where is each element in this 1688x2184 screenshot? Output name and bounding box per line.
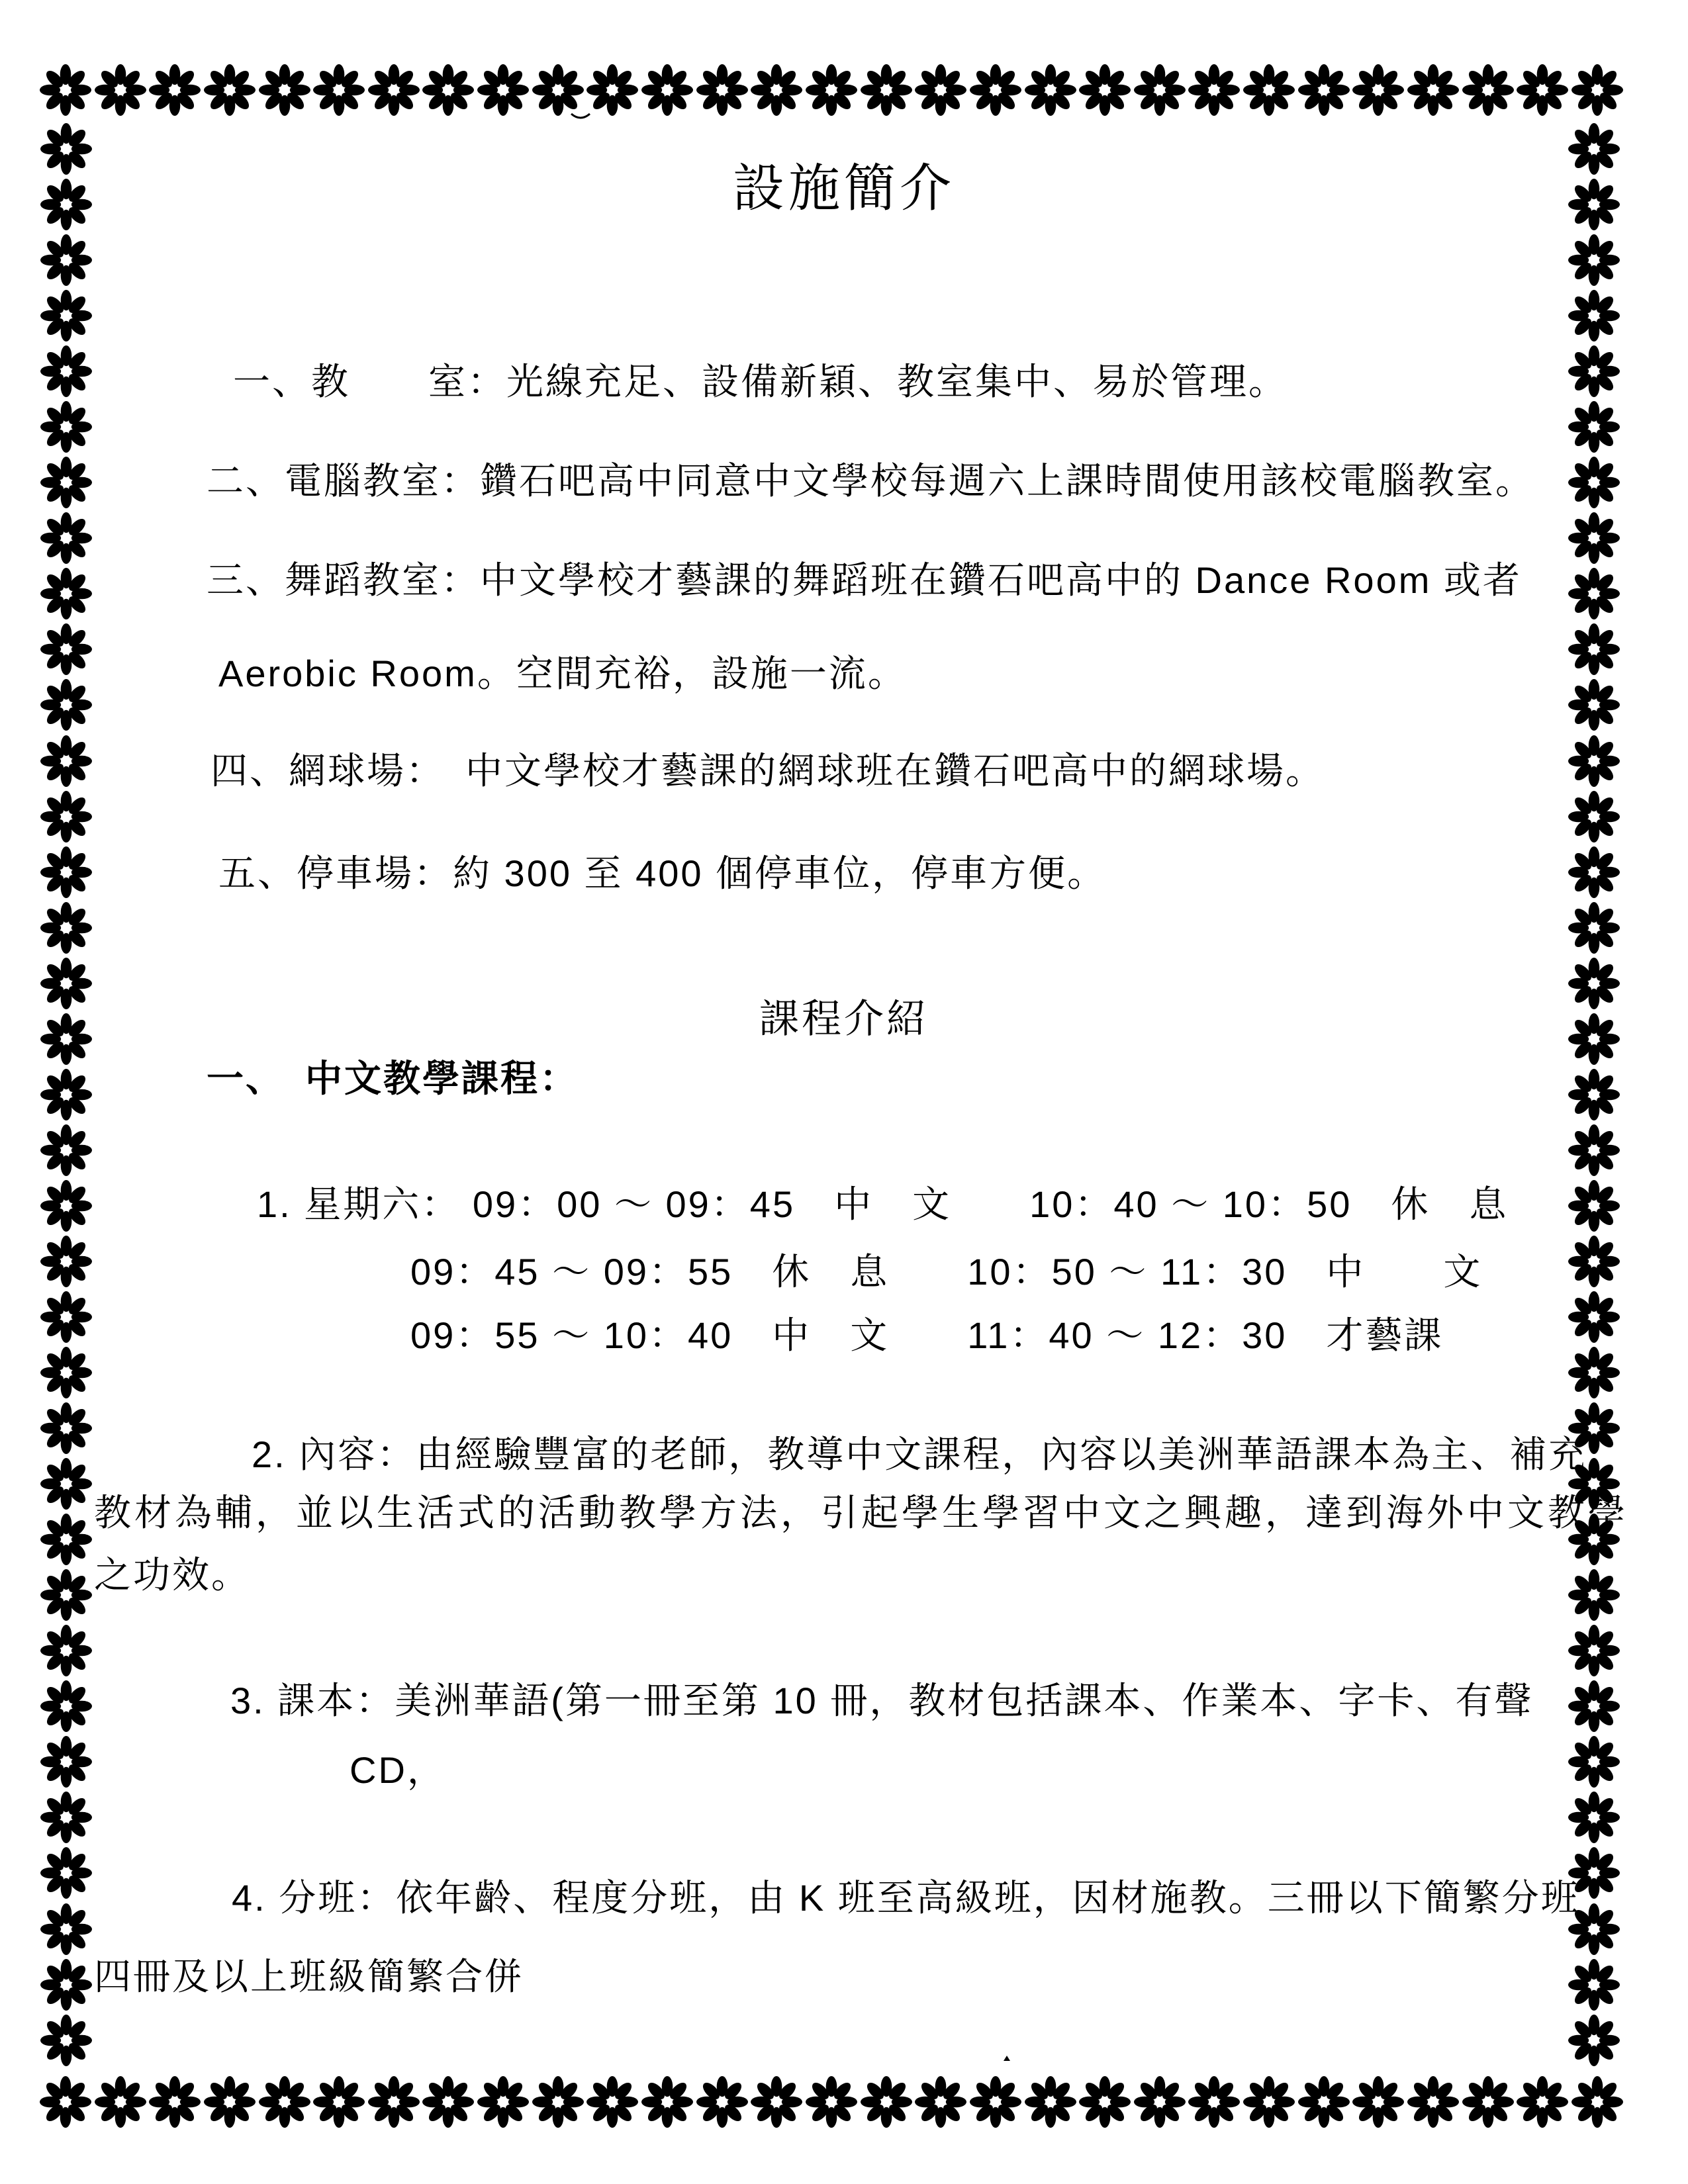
flower-icon (970, 2076, 1021, 2128)
flower-icon (1568, 1236, 1620, 1287)
flower-icon (1568, 1680, 1620, 1732)
flower-icon (1134, 2076, 1186, 2128)
flower-icon (40, 1625, 92, 1676)
flower-icon (40, 64, 91, 116)
flower-icon (1517, 64, 1568, 116)
flower-icon (40, 1124, 92, 1176)
facility-item-dance-room-cont: Aerobic Room。空間充裕，設施一流。 (218, 653, 907, 694)
flower-icon (1188, 2076, 1240, 2128)
flower-icon (586, 64, 638, 116)
courses-heading: 課程介紹 (759, 997, 929, 1041)
flower-icon (40, 1903, 92, 1955)
flower-icon (861, 64, 912, 116)
flower-icon (915, 64, 966, 116)
content-item-line-2: 教材為輔，並以生活式的活動教學方法，引起學生學習中文之興趣，達到海外中文教學 (94, 1492, 1628, 1533)
content-item-line-3: 之功效。 (94, 1554, 250, 1596)
flower-icon (1568, 290, 1620, 341)
flower-icon (1352, 64, 1404, 116)
flower-icon (40, 735, 92, 787)
flower-icon (751, 64, 802, 116)
flower-icon (861, 2076, 912, 2128)
flower-icon (259, 64, 310, 116)
flower-icon (477, 64, 529, 116)
border-top (40, 64, 1623, 116)
flower-icon (1571, 64, 1623, 116)
flower-icon (40, 1458, 92, 1510)
flower-icon (422, 2076, 474, 2128)
flower-icon (40, 2015, 92, 2066)
flower-icon (1568, 1569, 1620, 1621)
flower-icon (40, 1180, 92, 1232)
flower-icon (1568, 568, 1620, 619)
flower-icon (1568, 457, 1620, 508)
flower-icon (1188, 64, 1240, 116)
flower-icon (40, 1236, 92, 1287)
flower-icon (40, 234, 92, 286)
flower-icon (40, 1347, 92, 1398)
ink-artifact-top (571, 113, 590, 122)
flower-icon (40, 568, 92, 619)
flower-icon (1025, 64, 1076, 116)
flower-icon (1352, 2076, 1404, 2128)
flower-icon (641, 64, 693, 116)
facility-item-tennis-court: 四、網球場： 中文學校才藝課的網球班在鑽石吧高中的網球場。 (211, 750, 1325, 792)
flower-icon (1243, 2076, 1295, 2128)
flower-icon (1407, 64, 1459, 116)
flower-icon (40, 1680, 92, 1732)
flower-icon (40, 623, 92, 675)
flower-icon (40, 1514, 92, 1565)
page-title: 設施簡介 (732, 159, 955, 217)
flower-icon (149, 2076, 201, 2128)
flower-icon (1568, 791, 1620, 842)
flower-icon (1079, 2076, 1131, 2128)
border-right (1568, 123, 1620, 2066)
border-bottom (40, 2075, 1623, 2128)
flower-icon (40, 902, 92, 954)
flower-icon (368, 64, 420, 116)
flower-icon (40, 1847, 92, 1899)
flower-icon (40, 1069, 92, 1120)
courses-section-label: 一、 中文教學課程： (207, 1058, 579, 1099)
ink-artifact-bottom (1004, 2056, 1010, 2061)
flower-icon (40, 401, 92, 453)
flower-icon (1568, 846, 1620, 898)
schedule-line-1: 1. 星期六： 09：00 ～ 09：45 中 文 10：40 ～ 10：50 休 息 (257, 1183, 1509, 1225)
flower-icon (1298, 2076, 1350, 2128)
flower-icon (40, 1569, 92, 1621)
flower-icon (1025, 2076, 1076, 2128)
flower-icon (1243, 64, 1295, 116)
flower-icon (204, 2076, 256, 2128)
flower-icon (1568, 512, 1620, 564)
flower-icon (1568, 1180, 1620, 1232)
flower-icon (1568, 1625, 1620, 1676)
flower-icon (1568, 1736, 1620, 1788)
flower-icon (696, 64, 748, 116)
flower-icon (40, 1959, 92, 2011)
flower-icon (95, 2076, 146, 2128)
flower-icon (1517, 2076, 1568, 2128)
flower-icon (586, 2076, 638, 2128)
flower-icon (1407, 2076, 1459, 2128)
flower-icon (40, 846, 92, 898)
flower-icon (1568, 679, 1620, 731)
flower-icon (1568, 2015, 1620, 2066)
flower-icon (1571, 2076, 1623, 2128)
flower-icon (1568, 234, 1620, 286)
flower-icon (1568, 1124, 1620, 1176)
flower-icon (40, 679, 92, 731)
flower-icon (1568, 1291, 1620, 1343)
placement-item-line-1: 4. 分班：依年齡、程度分班，由 K 班至高級班，因材施教。三冊以下簡繁分班 (232, 1877, 1580, 1919)
flower-icon (40, 1291, 92, 1343)
facility-item-classroom: 一、教 室：光線充足、設備新穎、教室集中、易於管理。 (233, 361, 1288, 402)
facility-item-parking-lot: 五、停車場：約 300 至 400 個停車位，停車方便。 (218, 852, 1107, 894)
flower-icon (40, 345, 92, 397)
flower-icon (1568, 345, 1620, 397)
flower-icon (915, 2076, 966, 2128)
flower-icon (532, 64, 584, 116)
placement-item-line-2: 四冊及以上班級簡繁合併 (94, 1956, 524, 1997)
flower-icon (1568, 902, 1620, 954)
flower-icon (477, 2076, 529, 2128)
flower-icon (1462, 64, 1514, 116)
flower-icon (806, 64, 857, 116)
flower-icon (40, 2076, 91, 2128)
flower-icon (204, 64, 256, 116)
schedule-line-3: 09：55 ～ 10：40 中 文 11：40 ～ 12：30 才藝課 (410, 1314, 1444, 1356)
flower-icon (313, 64, 365, 116)
flower-icon (313, 2076, 365, 2128)
schedule-line-2: 09：45 ～ 09：55 休 息 10：50 ～ 11：30 中 文 (410, 1251, 1483, 1293)
flower-icon (532, 2076, 584, 2128)
flower-icon (40, 290, 92, 341)
facility-item-dance-room: 三、舞蹈教室：中文學校才藝課的舞蹈班在鑽石吧高中的 Dance Room 或者 (207, 559, 1522, 601)
flower-icon (40, 1402, 92, 1454)
flower-icon (1568, 1069, 1620, 1120)
flower-icon (149, 64, 201, 116)
flower-icon (641, 2076, 693, 2128)
flower-icon (422, 64, 474, 116)
flower-icon (40, 457, 92, 508)
flower-icon (696, 2076, 748, 2128)
flower-icon (806, 2076, 857, 2128)
flower-icon (970, 64, 1021, 116)
border-left (40, 123, 93, 2066)
textbook-item-line-2: CD， (350, 1749, 446, 1791)
flower-icon (40, 1736, 92, 1788)
flower-icon (95, 64, 146, 116)
flower-icon (1462, 2076, 1514, 2128)
flower-icon (40, 512, 92, 564)
flower-icon (1568, 1959, 1620, 2011)
flower-icon (259, 2076, 310, 2128)
flower-icon (40, 791, 92, 842)
flower-icon (1568, 1347, 1620, 1398)
flower-icon (1134, 64, 1186, 116)
textbook-item-line-1: 3. 課本：美洲華語(第一冊至第 10 冊，教材包括課本、作業本、字卡、有聲 (230, 1680, 1534, 1721)
facility-item-computer-room: 二、電腦教室：鑽石吧高中同意中文學校每週六上課時間使用該校電腦教室。 (207, 460, 1534, 502)
flower-icon (40, 1792, 92, 1843)
flower-icon (1568, 401, 1620, 453)
flower-icon (1079, 64, 1131, 116)
flower-icon (1298, 64, 1350, 116)
flower-icon (1568, 1792, 1620, 1843)
flower-icon (1568, 623, 1620, 675)
flower-icon (368, 2076, 420, 2128)
content-item-line-1: 2. 內容：由經驗豐富的老師，教導中文課程，內容以美洲華語課本為主、補充 (252, 1433, 1588, 1475)
flower-icon (1568, 735, 1620, 787)
flower-icon (751, 2076, 802, 2128)
